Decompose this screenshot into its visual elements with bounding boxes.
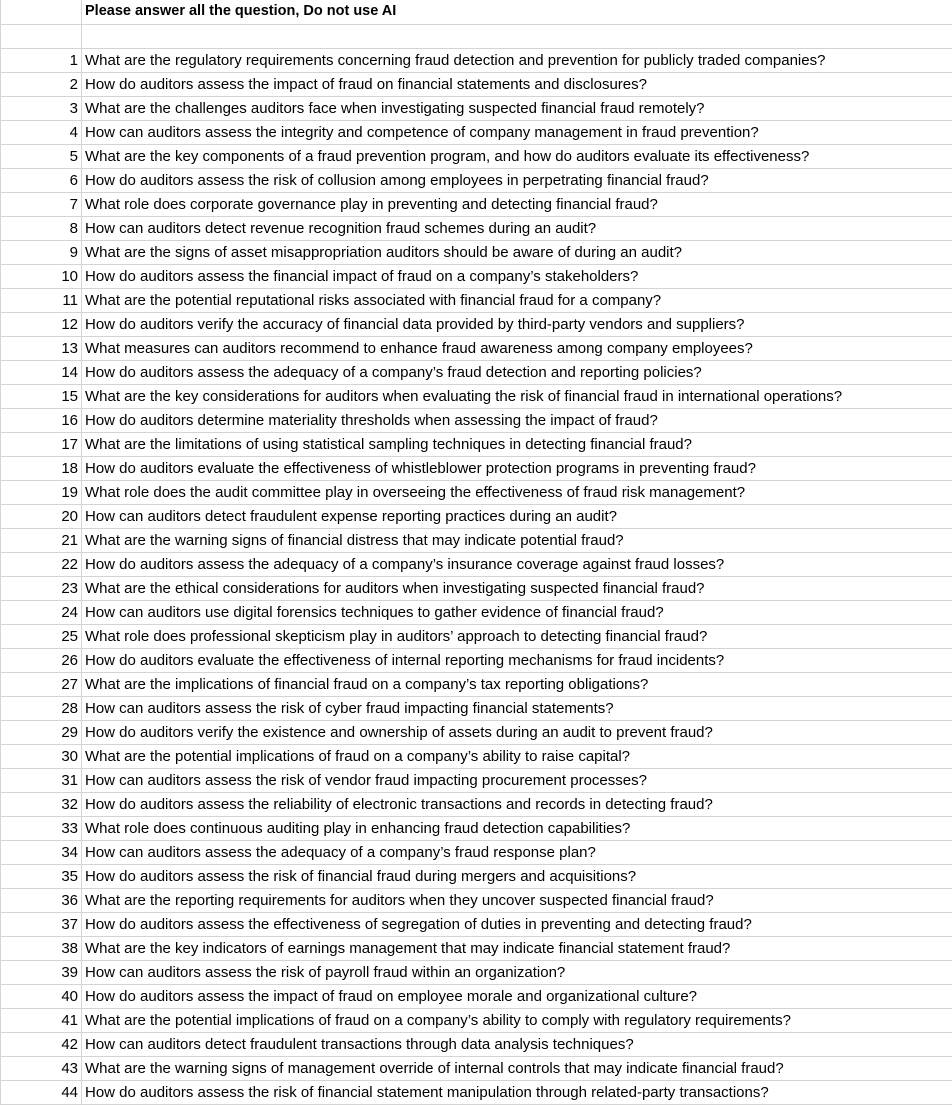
header-row	[1, 0, 952, 25]
question-number-cell[interactable]: 12	[1, 313, 82, 336]
question-row	[1, 601, 952, 625]
question-row	[1, 361, 952, 385]
question-number-cell[interactable]: 37	[1, 913, 82, 936]
question-text-cell[interactable]: How can auditors assess the risk of vendor fraud impacting procurement processes?	[85, 772, 647, 789]
question-number-cell[interactable]: 22	[1, 553, 82, 576]
question-row	[1, 649, 952, 673]
question-text-cell[interactable]: How can auditors assess the risk of payroll fraud within an organization?	[85, 964, 566, 981]
question-text-cell[interactable]: How can auditors use digital forensics techniques to gather evidence of financial fraud?	[85, 604, 664, 621]
question-number-cell[interactable]: 4	[1, 121, 82, 144]
empty-text-cell[interactable]	[82, 25, 952, 48]
question-number-cell[interactable]: 23	[1, 577, 82, 600]
question-row	[1, 241, 952, 265]
question-text-cell[interactable]: What are the warning signs of management override of internal controls that may indicate financial fraud?	[85, 1060, 784, 1077]
question-number-cell[interactable]: 36	[1, 889, 82, 912]
question-number-cell[interactable]: 15	[1, 385, 82, 408]
question-number-cell[interactable]: 7	[1, 193, 82, 216]
question-row	[1, 625, 952, 649]
question-row	[1, 1033, 952, 1057]
question-text-cell[interactable]: How do auditors determine materiality thresholds when assessing the impact of fraud?	[85, 412, 658, 429]
question-number-cell[interactable]: 31	[1, 769, 82, 792]
question-text-cell[interactable]: What role does professional skepticism play in auditors’ approach to detecting financial fraud?	[85, 628, 708, 645]
question-row	[1, 409, 952, 433]
question-row	[1, 769, 952, 793]
question-row	[1, 505, 952, 529]
question-text-cell[interactable]: What are the reporting requirements for auditors when they uncover suspected financial fraud?	[85, 892, 714, 909]
question-row	[1, 49, 952, 73]
question-text-cell[interactable]: What are the potential implications of fraud on a company’s ability to comply with regulatory requirements?	[85, 1012, 791, 1029]
question-row	[1, 385, 952, 409]
question-number-cell[interactable]: 13	[1, 337, 82, 360]
question-number-cell[interactable]: 6	[1, 169, 82, 192]
question-number-cell[interactable]: 19	[1, 481, 82, 504]
question-row	[1, 529, 952, 553]
question-text-cell[interactable]: How can auditors detect fraudulent transactions through data analysis techniques?	[85, 1036, 634, 1053]
question-number-cell[interactable]: 41	[1, 1009, 82, 1032]
question-row	[1, 673, 952, 697]
question-number-cell[interactable]: 26	[1, 649, 82, 672]
question-text-cell[interactable]: How can auditors assess the integrity and competence of company management in fraud prevention?	[85, 124, 759, 141]
question-text-cell[interactable]: How can auditors detect fraudulent expense reporting practices during an audit?	[85, 508, 617, 525]
question-number-cell[interactable]: 1	[1, 49, 82, 72]
question-row	[1, 313, 952, 337]
instruction-cell[interactable]: Please answer all the question, Do not use AI	[85, 3, 397, 19]
question-text-cell[interactable]: How do auditors assess the adequacy of a company’s fraud detection and reporting policies?	[85, 364, 702, 381]
question-number-cell[interactable]: 44	[1, 1081, 82, 1104]
question-text-cell[interactable]: How do auditors assess the impact of fraud on financial statements and disclosures?	[85, 76, 647, 93]
question-row	[1, 937, 952, 961]
question-number-cell[interactable]: 5	[1, 145, 82, 168]
question-row	[1, 457, 952, 481]
question-text-cell[interactable]: How do auditors evaluate the effectiveness of internal reporting mechanisms for fraud incidents?	[85, 652, 725, 669]
question-text-cell[interactable]: What role does corporate governance play in preventing and detecting financial fraud?	[85, 196, 658, 213]
question-text-cell[interactable]: How do auditors assess the risk of collusion among employees in perpetrating financial fraud?	[85, 172, 709, 189]
question-text-cell[interactable]: How do auditors evaluate the effectiveness of whistleblower protection programs in preventing fraud?	[85, 460, 756, 477]
question-text-cell[interactable]: What are the regulatory requirements concerning fraud detection and prevention for publicly traded companies?	[85, 52, 826, 69]
question-text-cell[interactable]: How do auditors assess the reliability of electronic transactions and records in detecting fraud?	[85, 796, 713, 813]
question-number-cell[interactable]: 2	[1, 73, 82, 96]
question-row	[1, 97, 952, 121]
question-number-cell[interactable]: 17	[1, 433, 82, 456]
question-number-cell[interactable]: 24	[1, 601, 82, 624]
question-row	[1, 913, 952, 937]
question-row	[1, 145, 952, 169]
question-number-cell[interactable]: 39	[1, 961, 82, 984]
question-text-cell[interactable]: What are the key considerations for auditors when evaluating the risk of financial fraud in international operations?	[85, 388, 843, 405]
question-number-cell[interactable]: 42	[1, 1033, 82, 1056]
question-text-cell[interactable]: How can auditors assess the adequacy of a company’s fraud response plan?	[85, 844, 596, 861]
question-row	[1, 793, 952, 817]
question-row	[1, 433, 952, 457]
question-number-cell[interactable]: 8	[1, 217, 82, 240]
question-row	[1, 745, 952, 769]
question-text-cell[interactable]: How do auditors assess the risk of financial fraud during mergers and acquisitions?	[85, 868, 637, 885]
question-text-cell[interactable]: How can auditors detect revenue recognition fraud schemes during an audit?	[85, 220, 597, 237]
question-list	[1, 49, 952, 1105]
question-row	[1, 697, 952, 721]
question-row	[1, 961, 952, 985]
question-text-cell[interactable]: How can auditors assess the risk of cyber fraud impacting financial statements?	[85, 700, 614, 717]
question-number-cell[interactable]: 25	[1, 625, 82, 648]
question-row	[1, 265, 952, 289]
question-row	[1, 1009, 952, 1033]
question-text-cell[interactable]: How do auditors assess the adequacy of a company’s insurance coverage against fraud losses?	[85, 556, 725, 573]
question-row	[1, 193, 952, 217]
question-row	[1, 337, 952, 361]
question-text-cell[interactable]: What role does continuous auditing play in enhancing fraud detection capabilities?	[85, 820, 631, 837]
question-number-cell[interactable]: 32	[1, 793, 82, 816]
question-text-cell[interactable]: What measures can auditors recommend to enhance fraud awareness among company employees?	[85, 340, 753, 357]
question-text-cell[interactable]: How do auditors assess the effectiveness of segregation of duties in preventing and detecting fraud?	[85, 916, 752, 933]
question-text-cell[interactable]: What are the key indicators of earnings management that may indicate financial statement fraud?	[85, 940, 731, 957]
question-row	[1, 121, 952, 145]
question-text-cell[interactable]: What are the implications of financial fraud on a company’s tax reporting obligations?	[85, 676, 649, 693]
question-text-cell[interactable]: What are the signs of asset misappropriation auditors should be aware of during an audit?	[85, 244, 683, 261]
question-text-cell[interactable]: How do auditors assess the risk of financial statement manipulation through related-party transactions?	[85, 1084, 769, 1101]
question-text-cell[interactable]: What are the potential reputational risks associated with financial fraud for a company?	[85, 292, 662, 309]
question-number-cell[interactable]: 3	[1, 97, 82, 120]
question-number-cell[interactable]: 40	[1, 985, 82, 1008]
question-number-cell[interactable]: 35	[1, 865, 82, 888]
question-row	[1, 217, 952, 241]
question-number-cell[interactable]: 34	[1, 841, 82, 864]
question-text-cell[interactable]: What are the challenges auditors face when investigating suspected financial fraud remotely?	[85, 100, 705, 117]
question-text-cell[interactable]: What are the potential implications of fraud on a company’s ability to raise capital?	[85, 748, 631, 765]
question-row	[1, 985, 952, 1009]
question-text-cell[interactable]: What are the ethical considerations for auditors when investigating suspected financial fraud?	[85, 580, 705, 597]
question-number-cell[interactable]: 27	[1, 673, 82, 696]
question-number-cell[interactable]: 20	[1, 505, 82, 528]
question-text-cell[interactable]: How do auditors verify the existence and ownership of assets during an audit to prevent fraud?	[85, 724, 713, 741]
question-number-cell[interactable]: 11	[1, 289, 82, 312]
question-text-cell[interactable]: What role does the audit committee play in overseeing the effectiveness of fraud risk management?	[85, 484, 746, 501]
question-row	[1, 1057, 952, 1081]
header-number-cell[interactable]	[1, 0, 82, 24]
question-text-cell[interactable]: What are the key components of a fraud prevention program, and how do auditors evaluate its effectiveness?	[85, 148, 810, 165]
question-row	[1, 73, 952, 97]
question-row	[1, 817, 952, 841]
question-text-cell[interactable]: How do auditors assess the impact of fraud on employee morale and organizational culture?	[85, 988, 698, 1005]
question-number-cell[interactable]: 18	[1, 457, 82, 480]
question-row	[1, 1081, 952, 1105]
question-text-cell[interactable]: What are the limitations of using statistical sampling techniques in detecting financial fraud?	[85, 436, 692, 453]
question-row	[1, 577, 952, 601]
question-number-cell[interactable]: 16	[1, 409, 82, 432]
empty-row	[1, 25, 952, 49]
question-number-cell[interactable]: 30	[1, 745, 82, 768]
question-number-cell[interactable]: 9	[1, 241, 82, 264]
question-row	[1, 721, 952, 745]
question-row	[1, 169, 952, 193]
question-row	[1, 865, 952, 889]
question-row	[1, 553, 952, 577]
question-number-cell[interactable]: 10	[1, 265, 82, 288]
question-number-cell[interactable]: 14	[1, 361, 82, 384]
question-number-cell[interactable]: 43	[1, 1057, 82, 1080]
question-row	[1, 889, 952, 913]
question-text-cell[interactable]: How do auditors verify the accuracy of financial data provided by third-party vendors and suppliers?	[85, 316, 745, 333]
question-row	[1, 481, 952, 505]
question-text-cell[interactable]: How do auditors assess the financial impact of fraud on a company’s stakeholders?	[85, 268, 639, 285]
question-number-cell[interactable]: 29	[1, 721, 82, 744]
question-text-cell[interactable]: What are the warning signs of financial distress that may indicate potential fraud?	[85, 532, 624, 549]
question-number-cell[interactable]: 38	[1, 937, 82, 960]
question-row	[1, 289, 952, 313]
question-row	[1, 841, 952, 865]
question-number-cell[interactable]: 28	[1, 697, 82, 720]
empty-number-cell[interactable]	[1, 25, 82, 48]
question-number-cell[interactable]: 33	[1, 817, 82, 840]
question-number-cell[interactable]: 21	[1, 529, 82, 552]
